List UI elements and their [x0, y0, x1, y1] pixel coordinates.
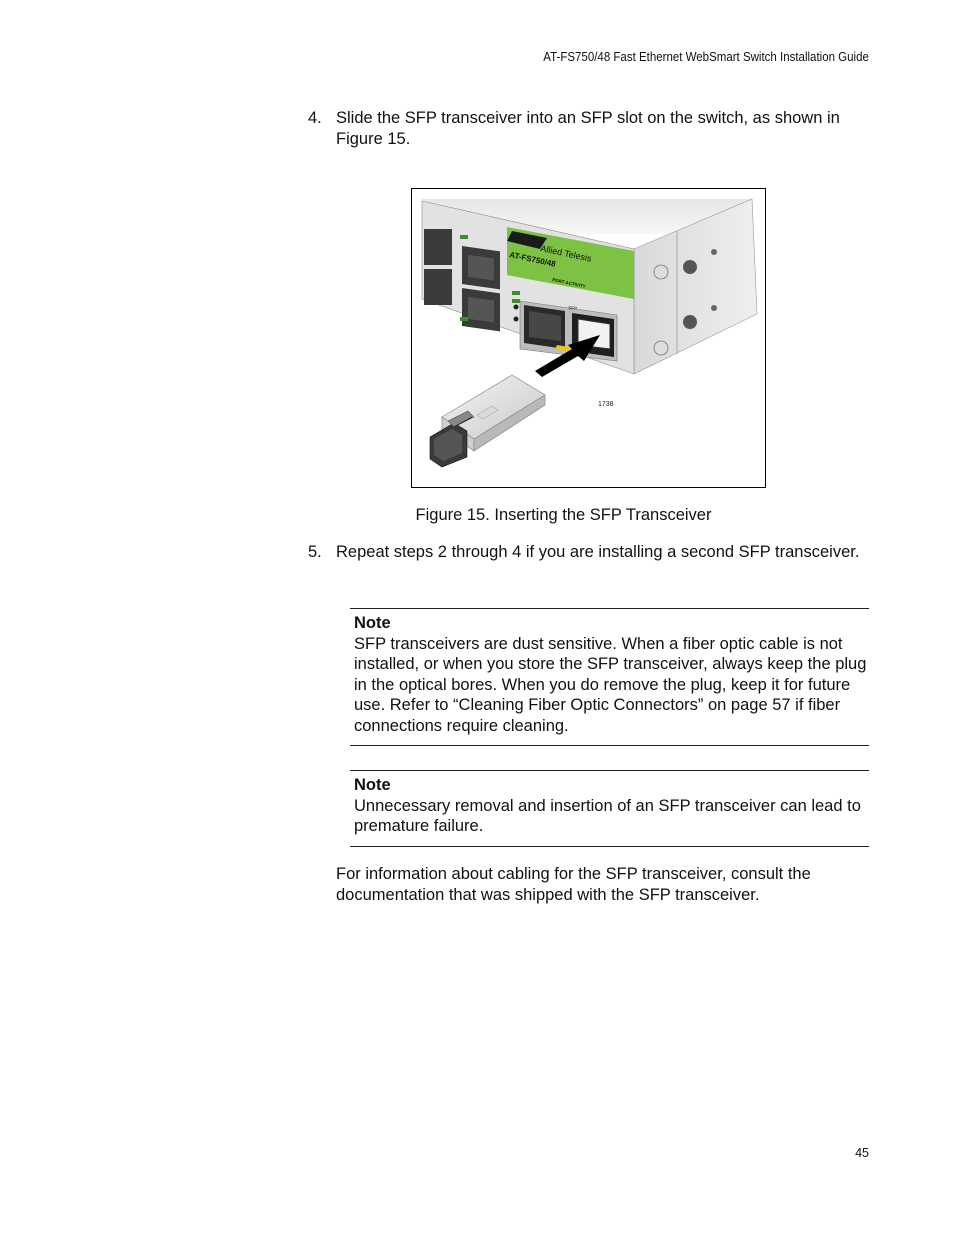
step-4 — [308, 108, 868, 150]
rj45-port-icon — [424, 269, 452, 305]
screw-icon — [654, 341, 668, 355]
mount-hole-icon — [683, 315, 697, 329]
closing-paragraph: For information about cabling for the SFP transceiver, consult the documentation that was shipped with the SFP transceiver. — [336, 865, 811, 904]
note-box-dust — [350, 608, 869, 746]
figure-id-label: 1738 — [598, 401, 614, 408]
screw-icon — [654, 265, 668, 279]
model-label: AT-FS750/48 — [508, 250, 557, 269]
figure-caption: Figure 15. Inserting the SFP Transceiver — [415, 506, 712, 524]
step-5 — [308, 542, 868, 563]
step-text: Repeat steps 2 through 4 if you are installing a second SFP transceiver. — [336, 543, 860, 561]
page-number: 45 — [855, 1146, 869, 1160]
note-title: Note — [354, 614, 391, 632]
note-text: Unnecessary removal and insertion of an SFP transceiver can lead to premature failure. — [354, 796, 861, 835]
figure-sfp-insertion — [411, 188, 766, 488]
sfp-label: SFP — [567, 305, 578, 312]
running-header: AT-FS750/48 Fast Ethernet WebSmart Switch Installation Guide — [543, 50, 869, 64]
port-activity-label: PORT ACTIVITY — [551, 277, 587, 290]
switch-illustration — [412, 189, 765, 487]
rj45-port-icon — [424, 229, 452, 265]
brand-label: Allied Telesis — [539, 243, 593, 264]
step-number: 5. — [308, 543, 322, 561]
note-title: Note — [354, 776, 391, 794]
mount-hole-icon — [683, 260, 697, 274]
step-text: Slide the SFP transceiver into an SFP slot on the switch, as shown in Figure 15. — [336, 109, 840, 148]
note-text: SFP transceivers are dust sensitive. When a fiber optic cable is not installed, or when you store the SFP transceiver, always keep the plug in the optical bores. When you do remove the plug, keep it for future use. Refer to “Cleaning Fiber Optic Connectors” on page 57 if fiber connections require cleaning. — [354, 634, 867, 735]
note-box-removal — [350, 770, 869, 847]
step-number: 4. — [308, 109, 322, 127]
